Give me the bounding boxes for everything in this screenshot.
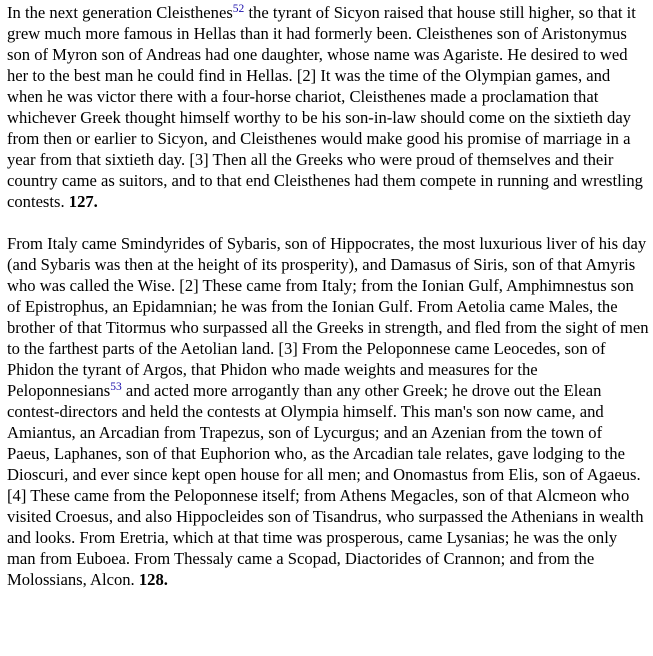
section-number-127: 127. bbox=[68, 192, 98, 211]
paragraph-text: In the next generation Cleisthenes bbox=[7, 3, 233, 22]
paragraph-text: From Italy came Smindyrides of Sybaris, son of Hippocrates, the most luxurious liver of his day (and Sybaris was then at the height of its prosperity), and Damasus of Siris, son of that Amyris who was called the Wise. [2] These came from Italy; from the Ionian Gulf, Amphimnestus son of Epistrophus, an Epidamnian; he was from the Ionian Gulf. From Aetolia came Males, the brother of that Titormus who surpassed all the Greeks in strength, and fled from the sight of men to the farthest parts of the Aetolian land. [3] From the Peloponnese came Leocedes, son of Phidon the tyrant of Argos, that Phidon who made weights and measures for the Peloponnesians bbox=[7, 234, 649, 400]
paragraph-text: and acted more arrogantly than any other Greek; he drove out the Elean contest-directors and held the contests at Olympia himself. This man's son now came, and Amiantus, an Arcadian from Trapezus, son of Lycurgus; and an Azenian from the town of Paeus, Laphanes, son of that Euphorion who, as the Arcadian tale relates, gave lodging to the Dioscuri, and ever since kept open house for all men; and Onomastus from Elis, son of Agaeus. [4] These came from the Peloponnese itself; from Athens Megacles, son of that Alcmeon who visited Croesus, and also Hippocleides son of Tisandrus, who surpassed the Athenians in wealth and looks. From Eretria, which at that time was prosperous, came Lysanias; he was the only man from Euboea. From Thessaly came a Scopad, Diactorides of Crannon; and from the Molossians, Alcon. bbox=[7, 381, 644, 589]
paragraph-text: the tyrant of Sicyon raised that house still higher, so that it grew much more famous in Hellas than it had formerly been. Cleisthenes son of Aristonymus son of Myron son of Andreas had one daughter, whose name was Agariste. He desired to wed her to the best man he could find in Hellas. [2] It was the time of the Olympian games, and when he was victor there with a four-horse chariot, Cleisthenes made a proclamation that whichever Greek thought himself worthy to be his son-in-law should come on the sixtieth day from then or earlier to Sicyon, and Cleisthenes would make good his promise of marriage in a year from that sixtieth day. [3] Then all the Greeks who were proud of themselves and their country came as suitors, and to that end Cleisthenes had them compete in running and wrestling contests. bbox=[7, 3, 643, 211]
paragraph-section-127 bbox=[7, 2, 649, 212]
section-number-128: 128. bbox=[138, 570, 168, 589]
paragraph-section-128 bbox=[7, 233, 649, 590]
footnote-link-53[interactable]: 53 bbox=[110, 381, 122, 393]
footnote-link-52[interactable]: 52 bbox=[232, 3, 245, 15]
